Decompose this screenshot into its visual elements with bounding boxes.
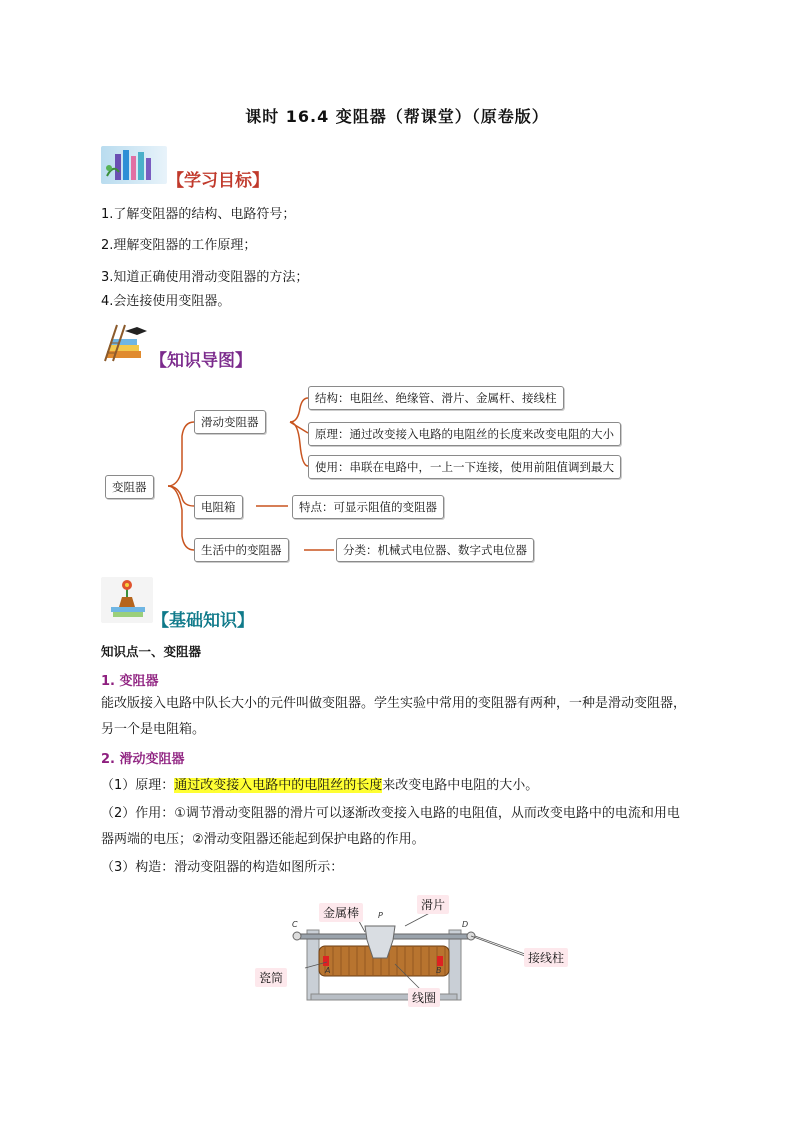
page-title: 课时 16.4 变阻器（帮课堂）（原卷版） xyxy=(245,107,549,126)
books-icon xyxy=(101,146,167,184)
subsection-title: 2. 滑动变阻器 xyxy=(101,752,185,767)
label-metal-rod: 金属棒 xyxy=(319,903,363,922)
principle-prefix: （1）原理： xyxy=(101,778,175,793)
mindmap-heading: 【知识导图】 xyxy=(150,351,252,371)
paragraph-line: （3）构造：滑动变阻器的构造如图所示： xyxy=(101,860,344,875)
letter-b: B xyxy=(436,966,442,975)
mindmap-principle: 原理：通过改变接入电路的电阻丝的长度来改变电阻的大小 xyxy=(308,422,621,446)
objective-item: 2.理解变阻器的工作原理； xyxy=(101,238,257,253)
paragraph-line: 能改版接入电路中队长大小的元件叫做变阻器。学生实验中常用的变阻器有两种，一种是滑动变阻器， xyxy=(101,696,687,711)
paragraph-line: 另一个是电阻箱。 xyxy=(101,722,206,737)
mindmap-box-feature: 特点：可显示阻值的变阻器 xyxy=(292,495,444,519)
label-coil: 线圈 xyxy=(408,988,440,1007)
mindmap-usage: 使用：串联在电路中，一上一下连接，使用前阻值调到最大 xyxy=(308,455,621,479)
principle-rest: 来改变电路中电阻的大小。 xyxy=(382,778,539,793)
letter-a: A xyxy=(325,966,331,975)
subsection-title: 1. 变阻器 xyxy=(101,674,159,689)
flower-pot-icon xyxy=(101,577,153,623)
objective-item: 3.知道正确使用滑动变阻器的方法； xyxy=(101,270,309,285)
paragraph-line: 器两端的电压；②滑动变阻器还能起到保护电路的作用。 xyxy=(101,832,425,847)
letter-p: P xyxy=(378,911,383,920)
knowledge-point-title: 知识点一、变阻器 xyxy=(101,644,202,659)
basics-heading: 【基础知识】 xyxy=(152,611,254,631)
mindmap-root: 变阻器 xyxy=(105,475,154,499)
study-icon xyxy=(101,321,149,365)
principle-highlight: 通过改变接入电路中的电阻丝的长度 xyxy=(174,778,383,793)
label-ceramic-tube: 瓷筒 xyxy=(255,968,287,987)
objective-item: 4.会连接使用变阻器。 xyxy=(101,294,231,309)
label-slider: 滑片 xyxy=(417,895,449,914)
letter-c: C xyxy=(292,920,298,929)
letter-d: D xyxy=(462,920,469,929)
mindmap-branch-box: 电阻箱 xyxy=(194,495,243,519)
objective-item: 1.了解变阻器的结构、电路符号； xyxy=(101,207,296,222)
paragraph-line: （2）作用：①调节滑动变阻器的滑片可以逐渐改变接入电路的电阻值，从而改变电路中的电流和用电 xyxy=(101,806,680,821)
principle-line xyxy=(101,776,538,796)
mindmap-structure: 结构：电阻丝、绝缘管、滑片、金属杆、接线柱 xyxy=(308,386,564,410)
label-terminal: 接线柱 xyxy=(524,948,568,967)
mindmap-branch-life: 生活中的变阻器 xyxy=(194,538,289,562)
mindmap-life-class: 分类：机械式电位器、数字式电位器 xyxy=(336,538,534,562)
mindmap-branch-slide: 滑动变阻器 xyxy=(194,410,266,434)
objectives-heading: 【学习目标】 xyxy=(167,171,269,191)
